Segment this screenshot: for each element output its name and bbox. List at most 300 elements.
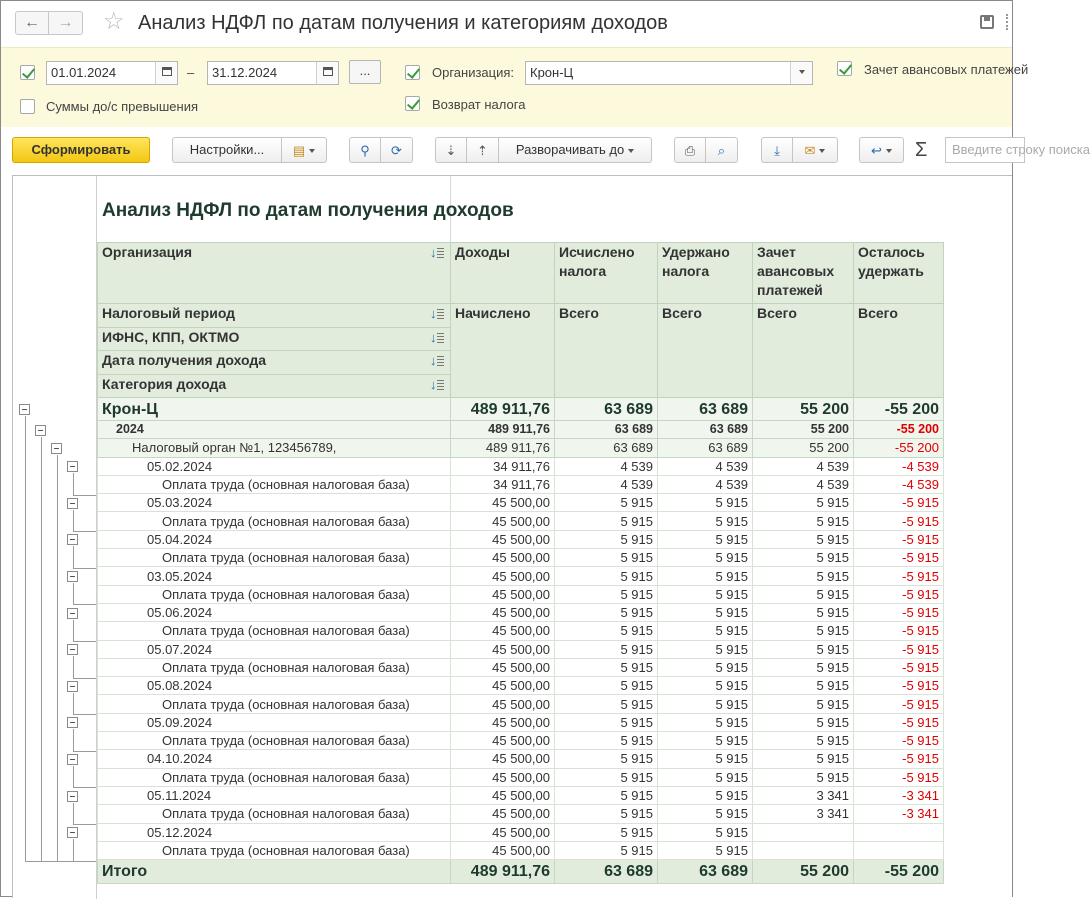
total-value: 55 200 (753, 860, 854, 884)
row-label: Оплата труда (основная налоговая база) (98, 658, 451, 676)
variants-button[interactable] (282, 137, 327, 163)
collapse-toggle-icon[interactable] (35, 425, 46, 436)
tree-line (73, 568, 96, 569)
collapse-toggle-icon[interactable] (67, 534, 78, 545)
value-cell: 63 689 (555, 439, 658, 457)
table-row[interactable] (98, 841, 944, 859)
period-select-button[interactable]: ... (349, 60, 381, 84)
value-cell (854, 841, 944, 859)
value-cell (753, 841, 854, 859)
expand-to-button[interactable] (499, 137, 652, 163)
print-icon: ⎙ (684, 142, 696, 158)
tree-line (73, 604, 96, 605)
value-cell: 5 915 (555, 622, 658, 640)
value-cell: 45 500,00 (451, 603, 555, 621)
value-cell: 5 915 (658, 530, 753, 548)
value-cell: 5 915 (555, 567, 658, 585)
value-cell: 63 689 (555, 398, 658, 421)
row-label: Оплата труда (основная налоговая база) (98, 549, 451, 567)
value-cell: -5 915 (854, 750, 944, 768)
favorite-star-icon[interactable]: ☆ (103, 8, 125, 35)
collapse-toggle-icon[interactable] (67, 498, 78, 509)
row-label: 05.08.2024 (98, 677, 451, 695)
value-cell: 45 500,00 (451, 713, 555, 731)
value-cell: 4 539 (658, 475, 753, 493)
tree-line (73, 751, 96, 752)
report-table (97, 242, 944, 884)
value-cell (753, 823, 854, 841)
value-cell: -5 915 (854, 585, 944, 603)
group-header[interactable] (98, 374, 451, 398)
total-value: -55 200 (854, 860, 944, 884)
value-cell: 45 500,00 (451, 823, 555, 841)
tree-line (73, 583, 74, 604)
table-row[interactable] (98, 640, 944, 658)
dropdown-icon[interactable] (790, 62, 812, 84)
download-icon: ⤓ (774, 142, 780, 158)
table-row[interactable] (98, 549, 944, 567)
save-icon[interactable] (980, 15, 994, 29)
value-cell: 5 915 (753, 750, 854, 768)
arrow-right-icon: → (57, 14, 74, 31)
value-cell: 5 915 (555, 695, 658, 713)
table-row[interactable] (98, 732, 944, 750)
value-cell: 5 915 (555, 585, 658, 603)
tree-line (73, 693, 74, 714)
table-row[interactable] (98, 512, 944, 530)
value-cell: 3 341 (753, 805, 854, 823)
period-from-value: 01.01.2024 (51, 65, 117, 80)
row-label: 05.12.2024 (98, 823, 451, 841)
row-label: 05.03.2024 (98, 494, 451, 512)
sort-icon[interactable] (430, 331, 444, 345)
row-label: Оплата труда (основная налоговая база) (98, 805, 451, 823)
report-variant-icon: ▤ (292, 142, 306, 158)
table-row[interactable] (98, 439, 944, 457)
row-label: Оплата труда (основная налоговая база) (98, 512, 451, 530)
value-cell: -5 915 (854, 658, 944, 676)
value-cell: 4 539 (753, 475, 854, 493)
sort-icon[interactable] (430, 378, 444, 392)
value-cell: 3 341 (753, 786, 854, 804)
value-cell: 5 915 (658, 732, 753, 750)
value-cell: 63 689 (555, 421, 658, 439)
sort-icon[interactable] (430, 354, 444, 368)
value-cell: 5 915 (658, 695, 753, 713)
tree-line (73, 678, 96, 679)
value-cell: -5 915 (854, 512, 944, 530)
value-cell: 34 911,76 (451, 457, 555, 475)
tree-line (73, 714, 96, 715)
group-header-organization[interactable] (98, 243, 451, 304)
value-cell: 5 915 (753, 713, 854, 731)
total-value: 489 911,76 (451, 860, 555, 884)
value-cell: 5 915 (753, 640, 854, 658)
sort-icon[interactable] (430, 307, 444, 321)
organization-value: Крон-Ц (530, 65, 574, 80)
value-cell: 63 689 (658, 398, 753, 421)
group-header-label: ИФНС, КПП, ОКТМО (102, 328, 240, 345)
row-label: Оплата труда (основная налоговая база) (98, 622, 451, 640)
row-label: 05.02.2024 (98, 457, 451, 475)
collapse-toggle-icon[interactable] (19, 404, 30, 415)
collapse-toggle-icon[interactable] (67, 791, 78, 802)
value-cell: 5 915 (753, 695, 854, 713)
value-cell: -5 915 (854, 768, 944, 786)
value-cell: 55 200 (753, 398, 854, 421)
report-spreadsheet[interactable] (12, 175, 1012, 898)
sum-icon[interactable]: Σ (915, 139, 928, 161)
sort-descending-icon: ⇣ (445, 142, 457, 158)
row-label: Налоговый орган №1, 123456789, (98, 439, 451, 457)
header-row-top (98, 243, 944, 304)
organization-field[interactable] (525, 61, 813, 85)
value-cell: 45 500,00 (451, 695, 555, 713)
print-preview-button[interactable] (706, 137, 738, 163)
table-row[interactable] (98, 494, 944, 512)
value-cell: 45 500,00 (451, 677, 555, 695)
group-header-label: Организация (102, 244, 193, 260)
table-row[interactable] (98, 677, 944, 695)
value-cell: -5 915 (854, 549, 944, 567)
window-title: Анализ НДФЛ по датам получения и категориям доходов (138, 12, 668, 34)
value-cell: 5 915 (555, 841, 658, 859)
row-label: 05.09.2024 (98, 713, 451, 731)
value-cell: 5 915 (555, 677, 658, 695)
value-cell: 4 539 (555, 475, 658, 493)
value-cell: -5 915 (854, 640, 944, 658)
value-cell: 5 915 (658, 567, 753, 585)
column-header: Зачет авансовых платежей (753, 243, 854, 304)
value-cell: 5 915 (658, 494, 753, 512)
value-cell: 5 915 (658, 585, 753, 603)
value-cell: 5 915 (555, 768, 658, 786)
back-button[interactable] (15, 11, 49, 35)
period-checkbox[interactable] (20, 65, 35, 80)
save-to-file-button[interactable] (761, 137, 793, 163)
value-cell: -5 915 (854, 622, 944, 640)
search-next-icon: ⟳ (391, 142, 402, 158)
row-label: 05.07.2024 (98, 640, 451, 658)
forward-button[interactable] (49, 11, 83, 35)
table-row[interactable] (98, 398, 944, 421)
table-row[interactable] (98, 823, 944, 841)
tree-line (73, 729, 74, 750)
value-cell: -3 341 (854, 786, 944, 804)
table-row[interactable] (98, 805, 944, 823)
value-cell: 55 200 (753, 439, 854, 457)
value-cell: 5 915 (753, 732, 854, 750)
row-label: Оплата труда (основная налоговая база) (98, 695, 451, 713)
value-cell: -5 915 (854, 494, 944, 512)
value-cell: 45 500,00 (451, 750, 555, 768)
tax-refund-checkbox[interactable] (405, 96, 420, 111)
collapse-toggle-icon[interactable] (67, 571, 78, 582)
row-label: 2024 (98, 421, 451, 439)
more-menu-icon[interactable] (1006, 14, 1012, 30)
value-cell: 5 915 (555, 640, 658, 658)
table-row[interactable] (98, 695, 944, 713)
row-label: Оплата труда (основная налоговая база) (98, 841, 451, 859)
table-row[interactable] (98, 768, 944, 786)
value-cell: 5 915 (753, 530, 854, 548)
organization-label: Организация: (432, 65, 515, 80)
group-header-label: Налоговый период (102, 305, 236, 321)
value-cell: -5 915 (854, 530, 944, 548)
value-cell: -5 915 (854, 713, 944, 731)
value-cell: -4 539 (854, 457, 944, 475)
search-input[interactable]: Введите строку поиска (945, 137, 1025, 163)
table-row[interactable] (98, 585, 944, 603)
settings-button[interactable]: Настройки... (172, 137, 282, 163)
value-cell: 63 689 (658, 439, 753, 457)
value-cell: -5 915 (854, 695, 944, 713)
group-header[interactable] (98, 327, 451, 351)
group-header-label: Категория дохода (102, 375, 227, 392)
tree-line (73, 473, 74, 494)
column-subheader: Всего (854, 304, 944, 398)
value-cell: 45 500,00 (451, 494, 555, 512)
collapse-toggle-icon[interactable] (67, 681, 78, 692)
tree-line (73, 620, 74, 641)
total-label: Итого (98, 860, 451, 884)
value-cell: -55 200 (854, 421, 944, 439)
sort-ascending-icon: ⇡ (477, 142, 488, 158)
value-cell (854, 823, 944, 841)
collapse-toggle-icon[interactable] (51, 443, 62, 454)
value-cell: 45 500,00 (451, 530, 555, 548)
find-button[interactable] (349, 137, 381, 163)
value-cell: 5 915 (658, 603, 753, 621)
value-cell: 5 915 (658, 549, 753, 567)
envelope-icon: ✉ (804, 142, 816, 158)
value-cell: 489 911,76 (451, 439, 555, 457)
column-subheader: Всего (658, 304, 753, 398)
print-preview-icon: ⌕ (717, 142, 726, 158)
collapse-toggle-icon[interactable] (67, 717, 78, 728)
row-label: Оплата труда (основная налоговая база) (98, 585, 451, 603)
value-cell: 5 915 (555, 530, 658, 548)
value-cell: -5 915 (854, 567, 944, 585)
group-header[interactable] (98, 351, 451, 375)
value-cell: 45 500,00 (451, 585, 555, 603)
table-row[interactable] (98, 750, 944, 768)
value-cell: 63 689 (658, 421, 753, 439)
tree-line (73, 803, 74, 824)
tree-line (73, 824, 96, 825)
filter-panel (1, 47, 1029, 127)
value-cell: -5 915 (854, 732, 944, 750)
value-cell: 5 915 (753, 567, 854, 585)
table-row[interactable] (98, 457, 944, 475)
advance-payments-checkbox[interactable] (837, 61, 852, 76)
table-row[interactable] (98, 475, 944, 493)
value-cell: 5 915 (753, 658, 854, 676)
value-cell: 5 915 (658, 677, 753, 695)
value-cell: 4 539 (658, 457, 753, 475)
period-dash: – (187, 65, 195, 80)
value-cell: 45 500,00 (451, 658, 555, 676)
value-cell: 5 915 (658, 622, 753, 640)
calendar-icon[interactable] (155, 62, 177, 84)
value-cell: 45 500,00 (451, 622, 555, 640)
period-to-field[interactable] (207, 61, 339, 85)
value-cell: 5 915 (753, 494, 854, 512)
total-value: 63 689 (555, 860, 658, 884)
value-cell: 5 915 (753, 677, 854, 695)
tree-line (73, 641, 96, 642)
value-cell: 5 915 (555, 786, 658, 804)
value-cell: -55 200 (854, 398, 944, 421)
column-header: Доходы (451, 243, 555, 304)
value-cell: 5 915 (658, 713, 753, 731)
print-button[interactable] (674, 137, 706, 163)
send-email-button[interactable] (793, 137, 838, 163)
row-label: 05.06.2024 (98, 603, 451, 621)
value-cell: 5 915 (555, 549, 658, 567)
value-cell: 5 915 (658, 512, 753, 530)
row-label: Оплата труда (основная налоговая база) (98, 768, 451, 786)
value-cell: -4 539 (854, 475, 944, 493)
tree-line (57, 455, 58, 861)
tree-line (73, 546, 74, 567)
table-row[interactable] (98, 622, 944, 640)
table-row[interactable] (98, 786, 944, 804)
value-cell: 4 539 (555, 457, 658, 475)
tree-line (73, 531, 96, 532)
value-cell: 5 915 (753, 768, 854, 786)
table-row[interactable] (98, 713, 944, 731)
group-header-label: Дата получения дохода (102, 352, 267, 368)
column-subheader: Начислено (451, 304, 555, 398)
value-cell: 5 915 (555, 658, 658, 676)
tree-line (73, 656, 74, 677)
value-cell: 5 915 (658, 750, 753, 768)
table-row[interactable] (98, 421, 944, 439)
row-label: Крон-Ц (98, 398, 451, 421)
row-label: 05.04.2024 (98, 530, 451, 548)
total-value: 63 689 (658, 860, 753, 884)
tree-line (73, 495, 96, 496)
advance-payments-label: Зачет авансовых платежей (864, 62, 1029, 77)
column-header: Удержано налога (658, 243, 753, 304)
collapse-toggle-icon[interactable] (67, 644, 78, 655)
value-cell: 45 500,00 (451, 549, 555, 567)
sort-desc-button[interactable] (435, 137, 467, 163)
go-to-button[interactable] (859, 137, 904, 163)
generate-button[interactable]: Сформировать (12, 137, 150, 163)
value-cell: 5 915 (658, 768, 753, 786)
value-cell: 5 915 (753, 585, 854, 603)
column-header: Осталось удержать (854, 243, 944, 304)
value-cell: 5 915 (658, 786, 753, 804)
value-cell: 45 500,00 (451, 786, 555, 804)
total-row (98, 860, 944, 884)
value-cell: 5 915 (753, 549, 854, 567)
value-cell: 45 500,00 (451, 841, 555, 859)
value-cell: -55 200 (854, 439, 944, 457)
arrow-left-icon: ← (24, 14, 40, 31)
tree-line (41, 437, 42, 861)
tree-line (73, 510, 74, 531)
period-to-value: 31.12.2024 (212, 65, 278, 80)
calendar-icon[interactable] (316, 62, 338, 84)
period-from-field[interactable] (46, 61, 178, 85)
title-bar (1, 1, 1012, 47)
sort-asc-button[interactable] (467, 137, 499, 163)
value-cell: 5 915 (555, 713, 658, 731)
row-label: Оплата труда (основная налоговая база) (98, 475, 451, 493)
value-cell: 45 500,00 (451, 512, 555, 530)
row-label: 03.05.2024 (98, 567, 451, 585)
value-cell: -5 915 (854, 677, 944, 695)
value-cell: 489 911,76 (451, 421, 555, 439)
value-cell: 45 500,00 (451, 640, 555, 658)
tree-line (73, 787, 96, 788)
value-cell: 5 915 (658, 805, 753, 823)
value-cell: 5 915 (555, 823, 658, 841)
value-cell: 5 915 (555, 512, 658, 530)
tree-line (25, 416, 26, 861)
value-cell: 5 915 (555, 750, 658, 768)
value-cell: 489 911,76 (451, 398, 555, 421)
group-header[interactable] (98, 304, 451, 328)
value-cell: 4 539 (753, 457, 854, 475)
table-row[interactable] (98, 530, 944, 548)
column-subheader: Всего (753, 304, 854, 398)
value-cell: 5 915 (555, 805, 658, 823)
value-cell: 5 915 (555, 732, 658, 750)
row-label: 04.10.2024 (98, 750, 451, 768)
row-label: Оплата труда (основная налоговая база) (98, 732, 451, 750)
collapse-toggle-icon[interactable] (67, 827, 78, 838)
value-cell: 5 915 (753, 603, 854, 621)
collapse-toggle-icon[interactable] (67, 754, 78, 765)
value-cell: 34 911,76 (451, 475, 555, 493)
value-cell: 5 915 (753, 512, 854, 530)
header-row-group (98, 304, 944, 328)
value-cell: 5 915 (658, 823, 753, 841)
expand-to-label: Разворачивать до (515, 142, 625, 157)
sort-icon[interactable] (430, 246, 444, 260)
undo-arrow-icon: ↩ (871, 142, 882, 158)
organization-checkbox[interactable] (405, 65, 420, 80)
value-cell: 5 915 (658, 658, 753, 676)
value-cell: 5 915 (658, 841, 753, 859)
table-row[interactable] (98, 658, 944, 676)
tree-line (73, 861, 96, 862)
report-title: Анализ НДФЛ по датам получения доходов (102, 200, 514, 221)
tax-refund-label: Возврат налога (432, 97, 526, 112)
value-cell: -3 341 (854, 805, 944, 823)
value-cell: 5 915 (753, 622, 854, 640)
value-cell: -5 915 (854, 603, 944, 621)
find-next-button[interactable] (381, 137, 413, 163)
value-cell: 5 915 (555, 603, 658, 621)
search-icon: ⚲ (360, 142, 370, 158)
collapse-toggle-icon[interactable] (67, 461, 78, 472)
row-label: 05.11.2024 (98, 786, 451, 804)
tree-line (73, 766, 74, 787)
tree-line (73, 839, 74, 860)
table-row[interactable] (98, 603, 944, 621)
value-cell: 5 915 (555, 494, 658, 512)
toolbar (1, 127, 1090, 175)
collapse-toggle-icon[interactable] (67, 608, 78, 619)
table-row[interactable] (98, 567, 944, 585)
value-cell: 45 500,00 (451, 732, 555, 750)
sums-excess-checkbox[interactable] (20, 99, 35, 114)
